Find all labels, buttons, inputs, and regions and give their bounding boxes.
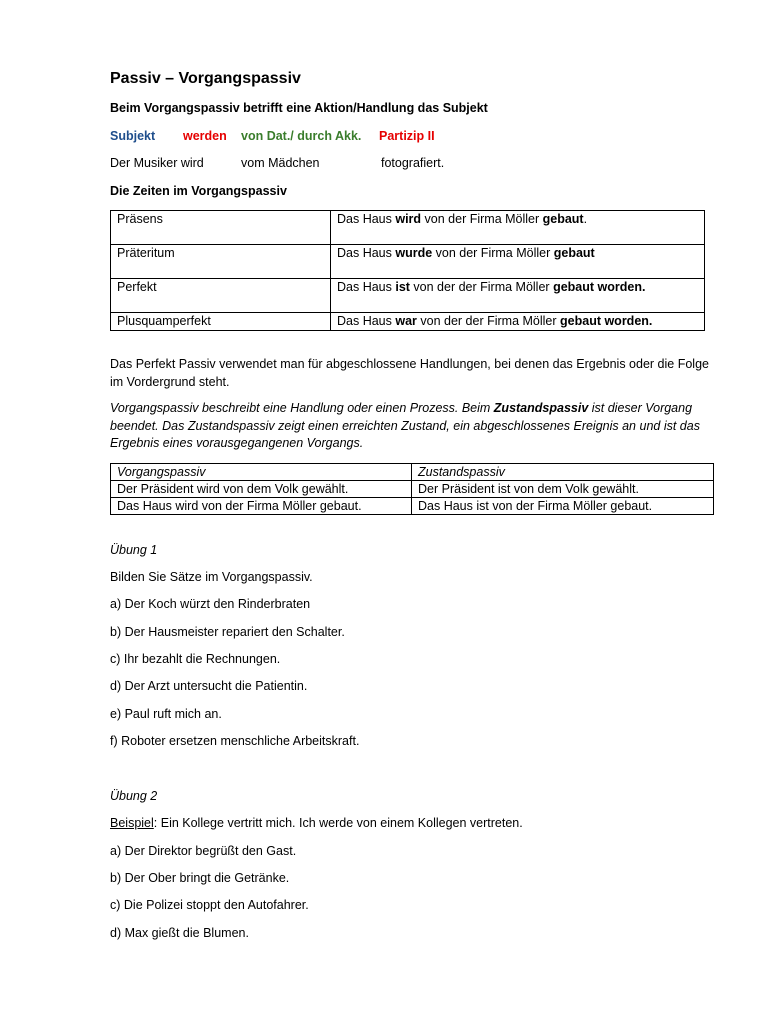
table-row [111,245,705,279]
list-item: c) Ihr bezahlt die Rechnungen. [110,652,281,666]
table-row [111,498,714,515]
tense-example: Das Haus wurde von der Firma Möller gebaut [331,245,705,279]
example-part-2: vom Mädchen [241,156,320,170]
comparison-table [110,463,714,515]
list-item: d) Der Arzt untersucht die Patientin. [110,679,308,693]
table-cell: Das Haus ist von der Firma Möller gebaut. [412,498,714,515]
list-item: f) Roboter ersetzen menschliche Arbeitskraft. [110,734,360,748]
exercise-1-title: Übung 1 [110,543,158,557]
beispiel-label: Beispiel [110,816,154,830]
list-item: b) Der Ober bringt die Getränke. [110,871,290,885]
exercise-1-instruction: Bilden Sie Sätze im Vorgangspassiv. [110,570,313,584]
table-row [111,313,705,331]
header-zustandspassiv: Zustandspassiv [412,464,714,481]
structure-partizip: Partizip II [379,129,435,143]
example-part-3: fotografiert. [381,156,445,170]
list-item: a) Der Koch würzt den Rinderbraten [110,597,311,611]
table-cell: Der Präsident wird von dem Volk gewählt. [111,481,412,498]
tense-name: Präsens [111,211,331,245]
table-header-row [111,464,714,481]
example-part-1: Der Musiker wird [110,156,204,170]
list-item: b) Der Hausmeister repariert den Schalter. [110,625,345,639]
tense-example: Das Haus ist von der der Firma Möller gebaut worden. [331,279,705,313]
table-row [111,211,705,245]
tense-example: Das Haus wird von der Firma Möller gebaut. [331,211,705,245]
list-item: d) Max gießt die Blumen. [110,926,249,940]
header-vorgangspassiv: Vorgangspassiv [111,464,412,481]
list-item: c) Die Polizei stoppt den Autofahrer. [110,898,309,912]
paragraph-zustandspassiv: Vorgangspassiv beschreibt eine Handlung oder einen Prozess. Beim Zustandspassiv ist dieser Vorgang beendet. Das Zustandspassiv zeigt einen erreichten Zustand, ein abgeschlossenes Ereignis an und ist das Ergebnis eines vorausgegangenen Vorgangs. [110,401,700,450]
tense-example: Das Haus war von der der Firma Möller gebaut worden. [331,313,705,331]
list-item: e) Paul ruft mich an. [110,707,222,721]
table-row [111,279,705,313]
page-title: Passiv – Vorgangspassiv [110,70,301,87]
tense-name: Perfekt [111,279,331,313]
structure-subjekt: Subjekt [110,129,156,143]
table-cell: Der Präsident ist von dem Volk gewählt. [412,481,714,498]
tense-name: Plusquamperfekt [111,313,331,331]
table-cell: Das Haus wird von der Firma Möller gebaut. [111,498,412,515]
paragraph-perfekt: Das Perfekt Passiv verwendet man für abgeschlossene Handlungen, bei denen das Ergebnis oder die Folge im Vordergrund steht. [110,357,709,389]
subtitle: Beim Vorgangspassiv betrifft eine Aktion/Handlung das Subjekt [110,101,488,115]
exercise-2-example: Beispiel: Ein Kollege vertritt mich. Ich werde von einem Kollegen vertreten. [110,816,523,830]
structure-von: von Dat./ durch Akk. [241,129,362,143]
exercise-2-title: Übung 2 [110,789,158,803]
list-item: a) Der Direktor begrüßt den Gast. [110,844,297,858]
structure-werden: werden [183,129,227,143]
tense-name: Präteritum [111,245,331,279]
table-row [111,481,714,498]
tenses-heading: Die Zeiten im Vorgangspassiv [110,184,287,198]
tenses-table [110,210,705,331]
